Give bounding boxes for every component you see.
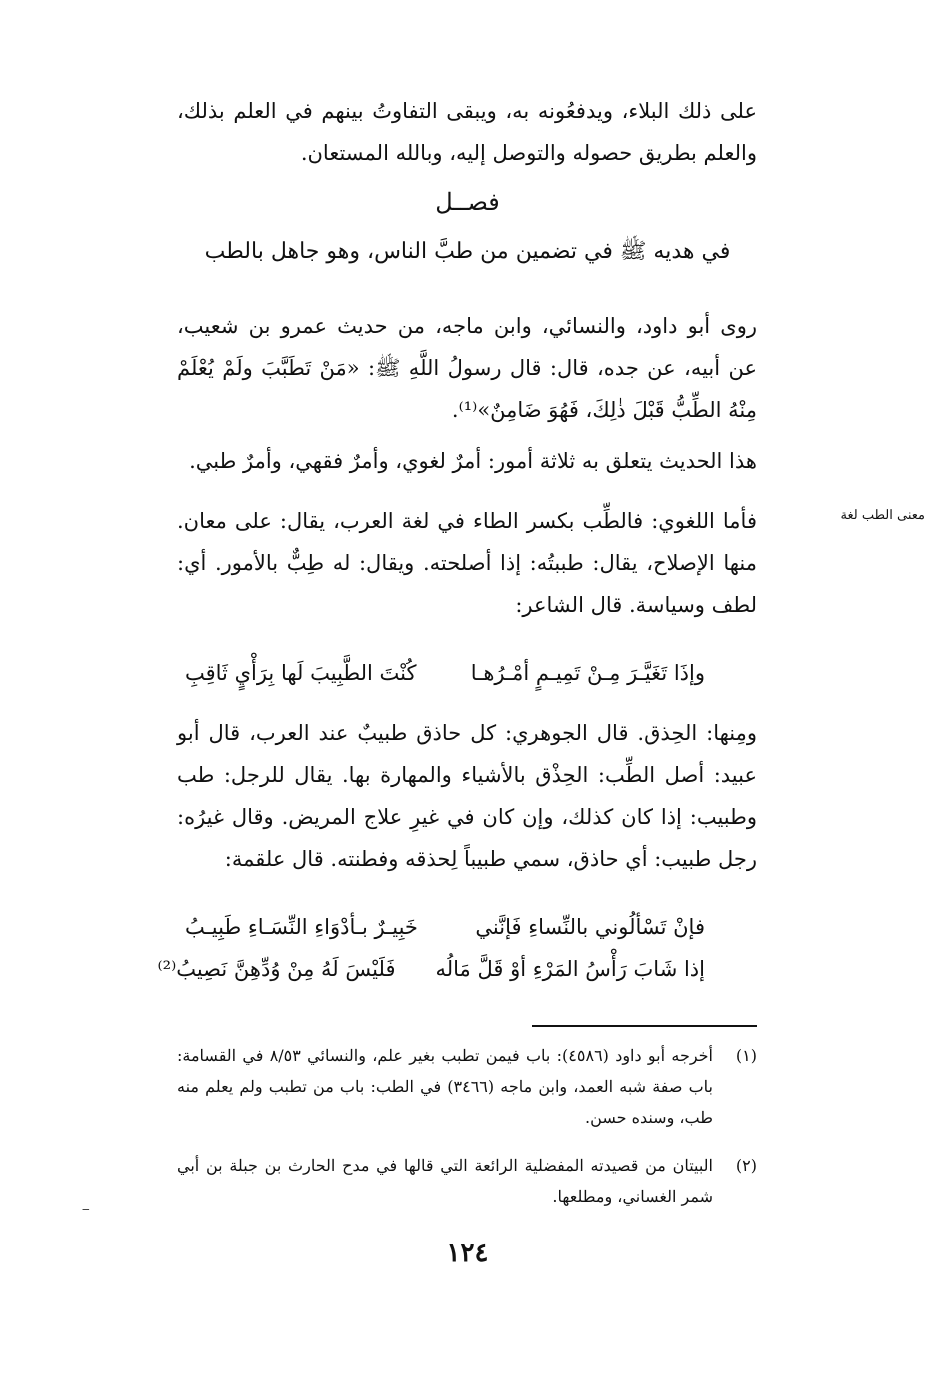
verse-2-line-1	[185, 906, 705, 948]
linguistic-paragraph: فأما اللغوي: فالطِّب بكسر الطاء في لغة العرب، يقال: على معان. منها الإصلاح، يقال: طببتُه: إذا أصلحته. ويقال: له طِبٌّ بالأمور. أي: لطف وسياسة. قال الشاعر:	[177, 509, 757, 617]
margin-note: معنى الطب لغة	[840, 508, 925, 523]
verse-2-line-2-second-hemistich: فَلَيْسَ لَهُ مِنْ وُدِّهِنَّ نَصِيبُ⁽²⁾	[157, 957, 396, 981]
page-number: ١٢٤	[446, 1238, 489, 1268]
top-paragraph: على ذلك البلاء، ويدفعُونه به، ويبقى التفاوتُ بينهم في العلم بذلك، والعلم بطريق حصوله والتوصل إليه، وبالله المستعان.	[177, 99, 757, 165]
footnote-2-number: (٢)	[735, 1156, 757, 1175]
footnote-1-text: أخرجه أبو داود (٤٥٨٦): باب فيمن تطبب بغير علم، والنسائي ٨/٥٣ في القسامة: باب صفة شبه العمد، وابن ماجه (٣٤٦٦) في الطب: باب من تطبب ولم يعلم منه طب، وسنده حسن.	[177, 1046, 714, 1127]
verse-1	[185, 652, 705, 694]
hidhq-paragraph: ومِنها: الحِذق. قال الجوهري: كل حاذق طبيبٌ عند العرب، قال أبو عبيد: أصل الطِّب: الحِذْق بالأشياء والمهارة بها. يقال للرجل: طب وطبيب: إذا كان كذلك، وإن كان في غيرِ علاج المريض. وقال غيرُه: رجل طبيب: أي حاذق، سمي طبيباً لِحذقه وفطنته. قال علقمة:	[177, 721, 757, 871]
three-matters-line: هذا الحديث يتعلق به ثلاثة أمور: أمرٌ لغوي، وأمرٌ فقهي، وأمرٌ طبي.	[189, 449, 757, 473]
margin-mark: ‒	[82, 1202, 90, 1216]
footnote-2	[177, 1150, 757, 1212]
verse-1-first-hemistich: وإذَا تَغَيَّـرَ مِـنْ تَمِيـمٍ أمْـرُهـا	[470, 661, 705, 685]
footnote-1-number: (١)	[735, 1046, 757, 1065]
verse-2-line-1-second-hemistich: خَبِيـرٌ بـأدْوَاءِ النِّسَـاءِ طَبِيـبُ	[185, 915, 418, 939]
section-heading: فصــل	[435, 188, 500, 216]
verse-2-line-2-first-hemistich: إذا شَابَ رَأْسُ المَرْءِ أوْ قَلَّ مَالُه	[435, 957, 705, 981]
footnote-2-text: البيتان من قصيدته المفضلية الرائعة التي قالها في مدح الحارث بن جبلة بن أبي شمر الغساني، ومطلعها.	[177, 1156, 713, 1206]
footnote-separator	[532, 1025, 757, 1027]
verse-2-line-1-first-hemistich: فإنْ تَسْألُوني بالنِّساءِ فَإنَّني	[475, 915, 705, 939]
section-subheading: في هديه ﷺ في تضمين من طبَّ الناس، وهو جاهل بالطب	[204, 239, 731, 264]
footnote-1	[177, 1040, 757, 1133]
hadith-paragraph: روى أبو داود، والنسائي، وابن ماجه، من حديث عمرو بن شعيب، عن أبيه، عن جده، قال: قال رسولُ اللَّهِ ﷺ: «مَنْ تَطَبَّبَ ولَمْ يُعْلَمْ مِنْهُ الطِّبُّ قَبْلَ ذٰلِكَ، فَهُوَ ضَامِنٌ»⁽¹⁾.	[177, 314, 757, 422]
verse-1-second-hemistich: كُنْتَ الطَّبِيبَ لَها بِرَأْيٍ ثَاقِبِ	[185, 661, 417, 685]
verse-2-line-2	[157, 948, 705, 990]
